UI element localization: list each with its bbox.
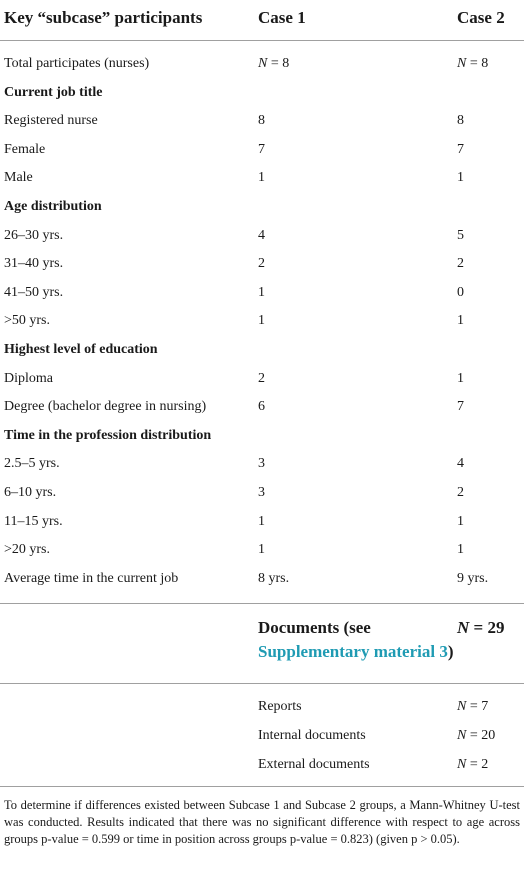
section-heading-row bbox=[0, 422, 524, 450]
header-case-1: Case 1 bbox=[258, 8, 306, 27]
case-1-value: 3 bbox=[258, 456, 265, 472]
table-row bbox=[0, 136, 524, 164]
table-row bbox=[0, 393, 524, 421]
row-label: Time in the profession distribution bbox=[4, 427, 212, 443]
table-row bbox=[0, 450, 524, 478]
documents-total: N = 29 bbox=[457, 618, 505, 637]
case-1-value: 1 bbox=[258, 170, 265, 186]
table-header bbox=[0, 4, 524, 32]
row-label: Registered nurse bbox=[4, 113, 98, 129]
row-label: Degree (bachelor degree in nursing) bbox=[4, 399, 207, 415]
row-label: >50 yrs. bbox=[4, 313, 51, 329]
documents-title-text: Documents (see bbox=[258, 618, 371, 637]
table-row bbox=[0, 222, 524, 250]
row-label: 31–40 yrs. bbox=[4, 256, 64, 272]
case-1-value: 1 bbox=[258, 313, 265, 329]
row-label: Male bbox=[4, 170, 33, 186]
table-row bbox=[0, 164, 524, 192]
case-2-value: 1 bbox=[457, 542, 464, 558]
document-row bbox=[0, 751, 524, 779]
table-row bbox=[0, 107, 524, 135]
header-participants: Key “subcase” participants bbox=[4, 8, 203, 27]
table-row bbox=[0, 536, 524, 564]
table-row bbox=[0, 365, 524, 393]
document-count: N = 2 bbox=[457, 757, 489, 772]
case-1-value: 4 bbox=[258, 227, 265, 243]
row-label: Average time in the current job bbox=[4, 570, 179, 586]
case-1-value: 3 bbox=[258, 485, 265, 500]
row-label: Current job title bbox=[4, 84, 103, 100]
case-1-value: 6 bbox=[258, 399, 265, 415]
document-row bbox=[0, 722, 524, 750]
case-1-value: 1 bbox=[258, 542, 265, 558]
document-count: N = 20 bbox=[457, 728, 496, 743]
table-row bbox=[0, 479, 524, 507]
row-label: Age distribution bbox=[4, 199, 102, 214]
document-type: Internal documents bbox=[258, 728, 366, 743]
row-label: 26–30 yrs. bbox=[4, 227, 64, 243]
row-label: 11–15 yrs. bbox=[4, 513, 63, 529]
row-label: 2.5–5 yrs. bbox=[4, 456, 60, 472]
case-2-value: 2 bbox=[457, 256, 464, 272]
table-row bbox=[0, 50, 524, 78]
case-2-value: 8 bbox=[457, 113, 464, 129]
case-1-value: 7 bbox=[258, 141, 265, 157]
case-2-value: 7 bbox=[457, 141, 464, 157]
row-label: Diploma bbox=[4, 370, 53, 386]
case-1-value: 1 bbox=[258, 513, 265, 529]
header-divider bbox=[0, 40, 524, 41]
case-1-value: N = 8 bbox=[258, 56, 290, 71]
table-bottom-rule bbox=[0, 786, 524, 787]
row-label: 41–50 yrs. bbox=[4, 284, 64, 300]
table-row bbox=[0, 279, 524, 307]
case-2-value: 7 bbox=[457, 399, 464, 415]
row-label: Female bbox=[4, 141, 46, 157]
case-2-value: 1 bbox=[457, 313, 464, 329]
row-label: 6–10 yrs. bbox=[4, 485, 57, 500]
row-label: Total participates (nurses) bbox=[4, 56, 150, 71]
case-2-value: 0 bbox=[457, 284, 464, 300]
case-2-value: 9 yrs. bbox=[457, 570, 489, 586]
case-2-value: 5 bbox=[457, 227, 464, 243]
row-label: Highest level of education bbox=[4, 342, 158, 357]
document-type: External documents bbox=[258, 757, 370, 772]
section-heading-row bbox=[0, 79, 524, 107]
case-1-value: 2 bbox=[258, 256, 265, 272]
case-1-value: 8 yrs. bbox=[258, 570, 290, 586]
case-2-value: N = 8 bbox=[457, 56, 489, 71]
table-row bbox=[0, 307, 524, 335]
documents-title bbox=[258, 616, 454, 664]
document-count: N = 7 bbox=[457, 699, 489, 714]
case-2-value: 1 bbox=[457, 170, 464, 186]
documents-total-value: 29 bbox=[487, 618, 505, 637]
case-2-value: 1 bbox=[457, 370, 464, 386]
case-2-value: 1 bbox=[457, 513, 464, 529]
case-2-value: 2 bbox=[457, 485, 464, 500]
document-row bbox=[0, 693, 524, 721]
table-row bbox=[0, 565, 524, 593]
table-footnote: To determine if differences existed between Subcase 1 and Subcase 2 groups, a Mann-Whitney U-test was conducted. Results indicated that there was no significant difference with respect to age across groups p-value = 0.599 or time in position across groups p-value = 0.823) (given p > 0.05). bbox=[4, 798, 520, 846]
supplementary-material-link[interactable]: Supplementary material 3 bbox=[258, 642, 448, 661]
documents-title-suffix: ) bbox=[447, 642, 454, 661]
case-2-value: 4 bbox=[457, 456, 464, 472]
table-row bbox=[0, 508, 524, 536]
row-label: >20 yrs. bbox=[4, 542, 51, 558]
table-divider bbox=[0, 603, 524, 604]
case-1-value: 8 bbox=[258, 113, 265, 129]
document-type: Reports bbox=[258, 699, 302, 714]
section-heading-row bbox=[0, 193, 524, 221]
section-heading-row bbox=[0, 336, 524, 364]
documents-divider bbox=[0, 683, 524, 684]
table-row bbox=[0, 250, 524, 278]
case-1-value: 1 bbox=[258, 284, 265, 300]
case-1-value: 2 bbox=[258, 370, 265, 386]
header-case-2: Case 2 bbox=[457, 8, 505, 27]
